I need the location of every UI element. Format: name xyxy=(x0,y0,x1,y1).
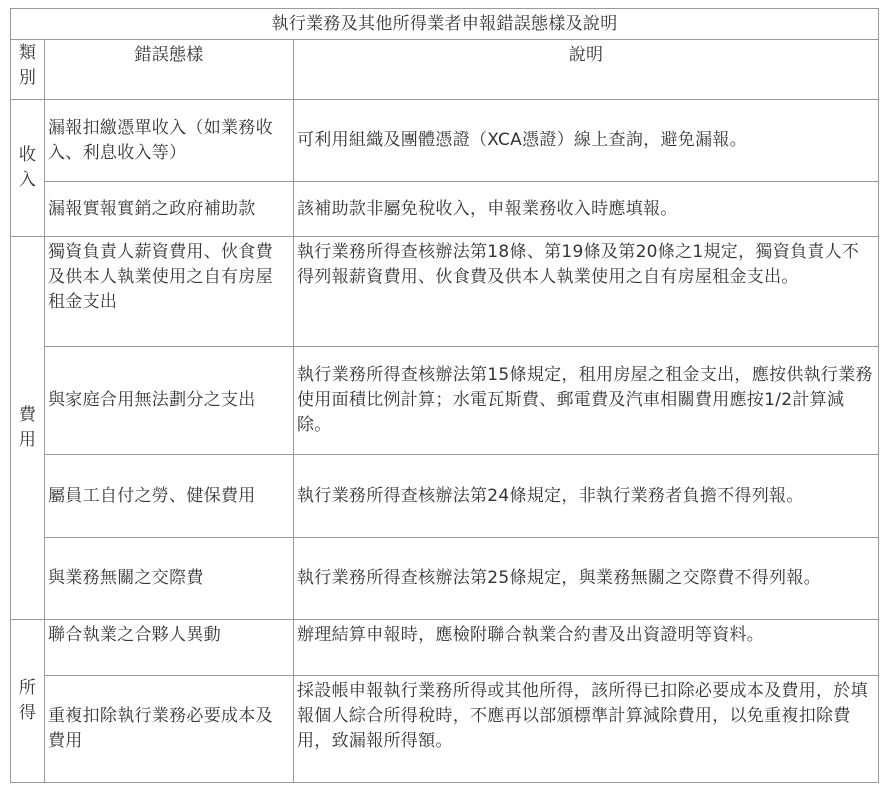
explanation-cell: 該補助款非屬免稅收入，申報業務收入時應填報。 xyxy=(294,182,879,237)
category-income-other: 所得 xyxy=(11,620,45,783)
pattern-cell: 獨資負責人薪資費用、伙食費及供本人執業使用之自有房屋租金支出 xyxy=(45,237,294,347)
explanation-cell: 執行業務所得查核辦法第24條規定，非執行業務者負擔不得列報。 xyxy=(294,455,879,538)
explanation-cell: 執行業務所得查核辦法第25條規定，與業務無關之交際費不得列報。 xyxy=(294,538,879,620)
pattern-cell: 重複扣除執行業務必要成本及費用 xyxy=(45,676,294,783)
pattern-cell: 與家庭合用無法劃分之支出 xyxy=(45,347,294,455)
pattern-cell: 屬員工自付之勞、健保費用 xyxy=(45,455,294,538)
category-expense: 費用 xyxy=(11,237,45,620)
pattern-cell: 聯合執業之合夥人異動 xyxy=(45,620,294,676)
table-title: 執行業務及其他所得業者申報錯誤態樣及說明 xyxy=(11,9,879,40)
explanation-cell: 執行業務所得查核辦法第18條、第19條及第20條之1規定，獨資負責人不得列報薪資費用、伙食費及供本人執業使用之自有房屋租金支出。 xyxy=(294,237,879,347)
explanation-cell: 可利用組織及團體憑證（XCA憑證）線上查詢，避免漏報。 xyxy=(294,100,879,182)
explanation-cell: 辦理結算申報時，應檢附聯合執業合約書及出資證明等資料。 xyxy=(294,620,879,676)
explanation-cell: 執行業務所得查核辦法第15條規定，租用房屋之租金支出，應按供執行業務使用面積比例計算；水電瓦斯費、郵電費及汽車相關費用應按1/2計算減除。 xyxy=(294,347,879,455)
pattern-cell: 漏報實報實銷之政府補助款 xyxy=(45,182,294,237)
explanation-cell: 採設帳申報執行業務所得或其他所得，該所得已扣除必要成本及費用，於填報個人綜合所得稅時，不應再以部頒標準計算減除費用，以免重複扣除費用，致漏報所得額。 xyxy=(294,676,879,783)
header-explanation: 說明 xyxy=(294,40,879,100)
header-pattern: 錯誤態樣 xyxy=(45,40,294,100)
header-category: 類別 xyxy=(11,40,45,100)
category-income: 收入 xyxy=(11,100,45,237)
pattern-cell: 與業務無關之交際費 xyxy=(45,538,294,620)
pattern-cell: 漏報扣繳憑單收入（如業務收入、利息收入等） xyxy=(45,100,294,182)
error-patterns-table xyxy=(10,8,879,783)
